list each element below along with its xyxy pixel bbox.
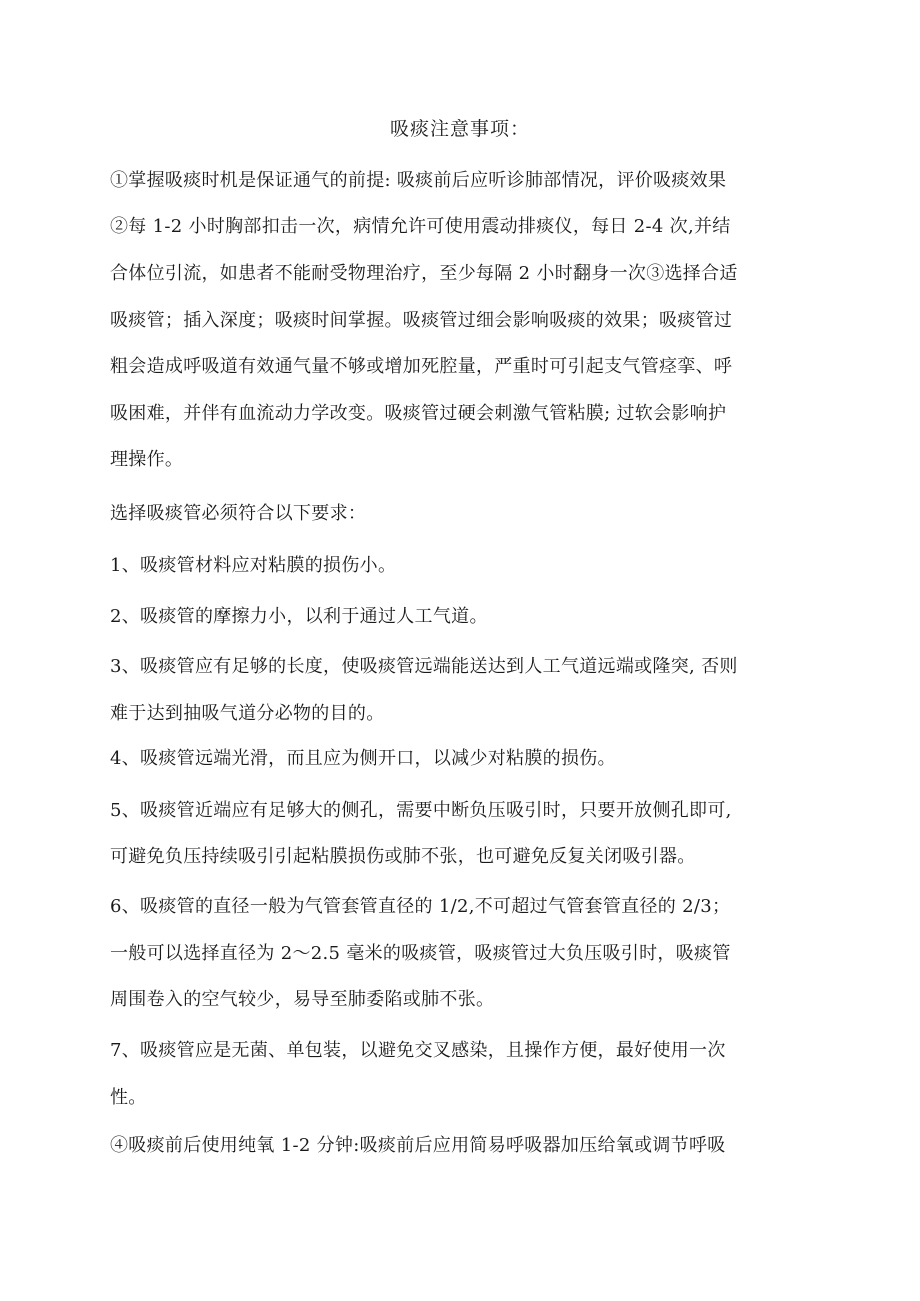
list-item: 6、吸痰管的直径一般为气管套管直径的 1/2,不可超过气管套管直径的 2/3； [110,896,731,917]
paragraph-line: 理操作。 [110,449,184,470]
document-title: 吸痰注意事项： [389,118,530,140]
paragraph-line: 合体位引流，如患者不能耐受物理治疗，至少每隔 2 小时翻身一次③选择合适 [110,263,738,284]
list-item-continuation: 周围卷入的空气较少，易导至肺委陷或肺不张。 [110,989,495,1010]
paragraph-line: ④吸痰前后使用纯氧 1-2 分钟:吸痰前后应用简易呼吸器加压给氧或调节呼吸 [110,1135,726,1156]
paragraph-line: ①掌握吸痰时机是保证通气的前提: 吸痰前后应听诊肺部情况，评价吸痰效果 [110,170,727,191]
paragraph-line: 吸困难，并伴有血流动力学改变。吸痰管过硬会刺激气管粘膜; 过软会影响护 [110,403,727,424]
list-item: 4、吸痰管远端光滑，而且应为侧开口，以减少对粘膜的损伤。 [110,748,616,769]
list-item-continuation: 一般可以选择直径为 2～2.5 毫米的吸痰管，吸痰管过大负压吸引时，吸痰管 [110,943,731,964]
list-item: 2、吸痰管的摩擦力小，以利于通过人工气道。 [110,606,488,627]
list-item-continuation: 性。 [110,1087,147,1108]
paragraph-line: ②每 1-2 小时胸部扣击一次，病情允许可使用震动排痰仪，每日 2-4 次,并结 [110,216,731,237]
paragraph-line: 粗会造成呼吸道有效通气量不够或增加死腔量，严重时可引起支气管痉挛、呼 [110,356,733,377]
list-item: 5、吸痰管近端应有足够大的侧孔，需要中断负压吸引时，只要开放侧孔即可, [110,800,732,821]
list-item: 7、吸痰管应是无菌、单包装，以避免交叉感染，且操作方便，最好使用一次 [110,1040,726,1061]
paragraph-line: 选择吸痰管必须符合以下要求： [110,503,367,524]
list-item-continuation: 可避免负压持续吸引引起粘膜损伤或肺不张，也可避免反复关闭吸引器。 [110,846,696,867]
list-item: 1、吸痰管材料应对粘膜的损伤小。 [110,555,397,576]
list-item: 3、吸痰管应有足够的长度，使吸痰管远端能送达到人工气道远端或隆突, 否则 [110,656,738,677]
paragraph-line: 吸痰管；插入深度；吸痰时间掌握。吸痰管过细会影响吸痰的效果；吸痰管过 [110,310,733,331]
list-item-continuation: 难于达到抽吸气道分必物的目的。 [110,703,385,724]
